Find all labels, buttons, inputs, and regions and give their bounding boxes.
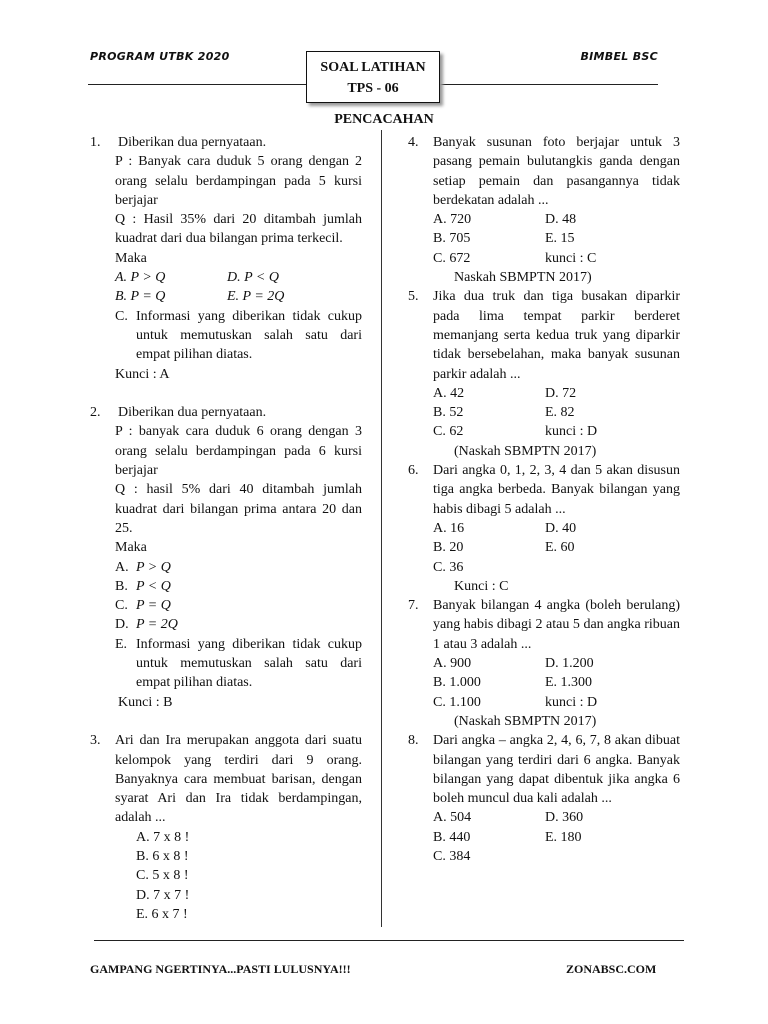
option-row (115, 287, 362, 306)
question-number: 3. (90, 733, 101, 749)
option-a: A. 900 (433, 656, 472, 672)
option-d: D. 360 (545, 810, 584, 826)
option-c: C. 384 (433, 848, 471, 864)
option-row (433, 693, 680, 712)
question-5 (408, 287, 680, 461)
option-e (115, 635, 362, 693)
question-number: 7. (408, 598, 419, 614)
option-c: C. 1.100 (433, 694, 481, 710)
footer-website: ZONABSC.COM (566, 962, 657, 976)
option-row (433, 808, 680, 827)
option-e: E. P = 2Q (227, 289, 285, 305)
option-d (115, 615, 362, 634)
option-a: A. P > Q (115, 270, 166, 286)
question-number: 2. (90, 405, 101, 421)
option-e: E. 180 (545, 829, 582, 845)
option-b: B. 705 (433, 231, 471, 247)
answer-key: Kunci : A (115, 366, 170, 382)
option-label: C. (115, 598, 128, 614)
option-e: E. 60 (545, 540, 575, 556)
question-3 (90, 731, 362, 924)
option-row (433, 403, 680, 422)
question-stem: Diberikan dua pernyataan. (118, 135, 267, 150)
option-label: C. (115, 308, 128, 324)
source-note: (Naskah SBMPTN 2017) (454, 443, 597, 459)
title-box (306, 51, 440, 103)
answer-key: Kunci : C (454, 578, 509, 594)
right-column (408, 133, 680, 866)
question-number: 5. (408, 289, 419, 305)
option-text: P = Q (136, 598, 171, 614)
source-note: Naskah SBMPTN 2017) (454, 270, 592, 286)
question-7 (408, 596, 680, 731)
option-label: E. (115, 636, 128, 652)
option-label: D. (115, 617, 129, 633)
footer-slogan: GAMPANG NGERTINYA...PASTI LULUSNYA!!! (90, 962, 351, 976)
option-row (433, 828, 680, 847)
title-line-2: TPS - 06 (347, 81, 399, 96)
option-d: D. 40 (545, 520, 577, 536)
question-stem: Diberikan dua pernyataan. (118, 405, 267, 421)
question-1 (90, 133, 362, 384)
option-a (115, 558, 362, 577)
answer-key: kunci : D (545, 694, 598, 710)
option-text: P = 2Q (136, 617, 178, 633)
option-d: D. 1.200 (545, 656, 594, 672)
question-stem: Dari angka 0, 1, 2, 3, 4 dan 5 akan disusun tiga angka berbeda. Banyak bilangan yang habis dibagi 5 adalah ... (433, 463, 680, 517)
left-column (90, 133, 362, 924)
option-b: B. 440 (433, 829, 471, 845)
option-text: P < Q (136, 578, 171, 594)
question-stem: Banyak susunan foto berjajar untuk 3 pasang pemain bulutangkis ganda dengan setiap pemain dan pasangannya tidak berdekatan adalah ... (433, 135, 680, 208)
option-a: A. 16 (433, 520, 465, 536)
option-b: B. 52 (433, 405, 464, 421)
question-8 (408, 731, 680, 866)
option-row (433, 654, 680, 673)
option-label: A. (115, 559, 129, 575)
statement-q: Q : Hasil 35% dari 20 ditambah jumlah kuadrat dari dua bilangan prima terkecil. (115, 212, 362, 247)
option-b: B. 20 (433, 540, 464, 556)
option-c (115, 596, 362, 615)
topic-heading: PENCACAHAN (334, 112, 434, 127)
question-number: 6. (408, 463, 419, 479)
question-number: 8. (408, 733, 419, 749)
header-program-label: PROGRAM UTBK 2020 (90, 50, 230, 63)
footer-divider (94, 940, 684, 941)
option-a: A. 720 (433, 212, 472, 228)
option-a: A. 7 x 8 ! (136, 829, 190, 845)
option-d: D. 72 (545, 385, 577, 401)
option-label: B. (115, 578, 128, 594)
source-note: (Naskah SBMPTN 2017) (454, 713, 597, 729)
option-d: D. 48 (545, 212, 577, 228)
answer-key: Kunci : B (118, 694, 173, 710)
option-c: C. 5 x 8 ! (136, 868, 189, 884)
option-e: E. 15 (545, 231, 575, 247)
option-row (433, 384, 680, 403)
option-row (433, 538, 680, 557)
option-row (433, 519, 680, 538)
option-a: A. 504 (433, 810, 472, 826)
option-row (433, 422, 680, 441)
option-row (433, 673, 680, 692)
option-c: C. 672 (433, 250, 471, 266)
option-c (115, 307, 362, 365)
option-a: A. 42 (433, 385, 465, 401)
option-b (115, 577, 362, 596)
option-row (115, 268, 362, 287)
question-number: 4. (408, 135, 419, 150)
maka-label: Maka (115, 540, 147, 556)
option-c: C. 62 (433, 424, 464, 440)
statement-p: P : Banyak cara duduk 5 orang dengan 2 orang selalu berdampingan pada 5 kursi berjajar (115, 154, 362, 208)
header-bimbel-label: BIMBEL BSC (580, 50, 658, 63)
statement-q: Q : hasil 5% dari 40 ditambah jumlah kuadrat dari bilangan prima antara 20 dan 25. (115, 482, 362, 536)
option-e: E. 82 (545, 405, 575, 421)
answer-key: kunci : D (545, 424, 598, 440)
question-stem: Dari angka – angka 2, 4, 6, 7, 8 akan dibuat bilangan yang terdiri dari 6 angka. Banyak bilangan yang dapat dibentuk jika angka 6 boleh muncul dua kali adalah ... (433, 733, 680, 807)
statement-p: P : banyak cara duduk 6 orang dengan 3 orang selalu berdampingan pada 6 kursi berjajar (115, 424, 362, 479)
option-row (433, 229, 680, 248)
option-row (433, 249, 680, 268)
question-6 (408, 461, 680, 596)
option-e: E. 6 x 7 ! (136, 906, 188, 922)
question-stem: Jika dua truk dan tiga busakan diparkir pada lima tempat parkir berderet memanjang serta kedua truk yang diparkir tidak bersebelahan, maka banyak susunan parkir adalah ... (433, 289, 680, 382)
question-2 (90, 403, 362, 712)
question-stem: Ari dan Ira merupakan anggota dari suatu kelompok yang terdiri dari 9 orang. Banyaknya cara membuat barisan, dengan syarat Ari dan Ira tidak berdampingan, adalah ... (115, 733, 362, 826)
answer-key: kunci : C (545, 250, 597, 266)
question-stem: Banyak bilangan 4 angka (boleh berulang) yang habis dibagi 2 atau 5 dan angka ribuan 1 atau 3 adalah ... (433, 598, 680, 652)
title-line-1: SOAL LATIHAN (320, 60, 426, 75)
option-text: Informasi yang diberikan tidak cukup untuk memutuskan salah satu dari empat pilihan diatas. (136, 308, 362, 363)
option-c: C. 36 (433, 559, 464, 575)
option-text: Informasi yang diberikan tidak cukup untuk memutuskan salah satu dari empat pilihan diatas. (136, 636, 362, 691)
option-b: B. 6 x 8 ! (136, 848, 189, 864)
option-b: B. 1.000 (433, 675, 481, 691)
option-b: B. P = Q (115, 289, 166, 305)
option-text: P > Q (136, 559, 171, 575)
option-d: D. P < Q (227, 270, 279, 286)
option-e: E. 1.300 (545, 675, 593, 691)
maka-label: Maka (115, 250, 147, 266)
option-d: D. 7 x 7 ! (136, 887, 190, 903)
question-4 (408, 133, 680, 287)
column-divider (381, 130, 382, 927)
question-number: 1. (90, 135, 101, 150)
option-row (433, 210, 680, 229)
